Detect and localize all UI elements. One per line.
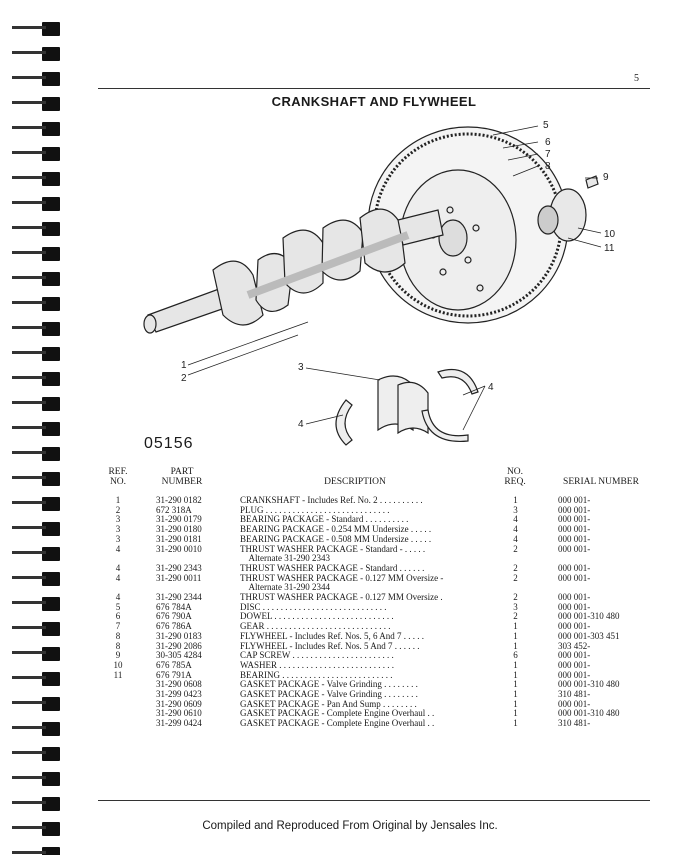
cell-part: 676 790A — [156, 611, 192, 622]
cell-serial: 000 001- — [558, 572, 591, 583]
page-number: 5 — [634, 73, 639, 84]
cell-desc: GASKET PACKAGE - Valve Grinding . . . . . . . . — [240, 680, 418, 690]
cell-serial: 310 481- — [558, 718, 591, 729]
cell-serial: 000 001- — [558, 524, 591, 535]
callout-3: 3 — [298, 362, 304, 373]
cell-serial: 000 001-310 480 — [558, 679, 620, 690]
cell-part: 31-290 0010 — [156, 543, 202, 554]
binding-wire — [12, 351, 46, 354]
cell-req: 4 — [513, 514, 518, 525]
table-row — [98, 545, 658, 555]
bottom-rule — [98, 800, 650, 801]
binding-wire — [12, 376, 46, 379]
cell-ref: 4 — [115, 572, 121, 583]
binding-wire — [12, 226, 46, 229]
cell-desc: BEARING . . . . . . . . . . . . . . . . . . . . . . . . . — [240, 670, 393, 680]
binding-wire — [12, 751, 46, 754]
binding-wire — [12, 201, 46, 204]
binding-wire — [12, 401, 46, 404]
cell-ref: 3 — [115, 533, 121, 544]
cell-req: 1 — [513, 621, 518, 632]
cell-req: 4 — [513, 524, 518, 535]
cell-ref: 3 — [115, 524, 121, 535]
cell-part: 31-299 0424 — [156, 718, 202, 729]
callout-9: 9 — [603, 172, 609, 183]
cell-desc: WASHER . . . . . . . . . . . . . . . . . . . . . . . . . . — [240, 660, 395, 670]
cell-desc: Alternate 31-290 2344 — [240, 583, 330, 593]
cell-serial: 000 001-310 480 — [558, 611, 620, 622]
cell-desc: CRANKSHAFT - Includes Ref. No. 2 . . . . . . . . . . — [240, 496, 423, 505]
cell-req: 2 — [513, 572, 518, 583]
cell-desc: DOWEL . . . . . . . . . . . . . . . . . . . . . . . . . . . — [240, 612, 394, 622]
cell-desc: GASKET PACKAGE - Valve Grinding . . . . . . . . — [240, 690, 418, 699]
cell-part: 31-290 0610 — [156, 708, 202, 719]
cell-req: 1 — [513, 718, 518, 729]
cell-req: 1 — [513, 708, 518, 719]
cell-ref: 3 — [115, 514, 121, 525]
header-desc: DESCRIPTION — [324, 477, 386, 487]
binding-wire — [12, 26, 46, 29]
binding-wire — [12, 476, 46, 479]
cell-desc: GASKET PACKAGE - Complete Engine Overhaul . . — [240, 719, 435, 729]
cell-ref: 5 — [115, 601, 121, 612]
cell-req: 1 — [513, 679, 518, 690]
callout-11: 11 — [604, 243, 615, 254]
cell-desc: FLYWHEEL - Includes Ref. Nos. 5 And 7 . . . . . . — [240, 641, 420, 651]
top-rule — [98, 88, 650, 89]
cell-desc: GASKET PACKAGE - Pan And Sump . . . . . . . . — [240, 699, 417, 709]
binding-wire — [12, 726, 46, 729]
header-part-line2: NUMBER — [161, 477, 203, 487]
header-part — [152, 467, 212, 487]
binding-wire — [12, 526, 46, 529]
cell-serial: 000 001- — [558, 504, 591, 515]
cell-part: 30-305 4284 — [156, 650, 202, 661]
cell-req: 1 — [513, 669, 518, 680]
cell-serial: 000 001- — [558, 514, 591, 525]
cell-req: 4 — [513, 533, 518, 544]
cell-desc: PLUG . . . . . . . . . . . . . . . . . . . . . . . . . . . . — [240, 505, 390, 515]
cell-ref: 7 — [115, 621, 121, 632]
cell-desc: GEAR . . . . . . . . . . . . . . . . . . . . . . . . . . . . — [240, 622, 391, 632]
cell-serial: 000 001-303 451 — [558, 630, 620, 641]
cell-desc: BEARING PACKAGE - 0.254 MM Undersize . . . . . — [240, 525, 432, 535]
cell-part: 676 786A — [156, 621, 192, 632]
header-ref-line1: REF. — [108, 467, 128, 477]
binding-wire — [12, 126, 46, 129]
cell-ref: 1 — [115, 495, 121, 505]
cell-ref: 4 — [115, 592, 121, 602]
page-title: CRANKSHAFT AND FLYWHEEL — [271, 94, 477, 109]
binding-wire — [12, 701, 46, 704]
cell-req: 2 — [513, 611, 518, 622]
cell-desc: BEARING PACKAGE - Standard . . . . . . . . . . — [240, 515, 409, 525]
callout-8: 8 — [545, 161, 551, 172]
cell-part: 31-290 0180 — [156, 524, 202, 535]
header-part-line1: PART — [170, 467, 194, 477]
callout-4-left: 4 — [298, 419, 304, 430]
cell-part: 672 318A — [156, 504, 192, 515]
cell-req: 2 — [513, 543, 518, 554]
binding-wire — [12, 51, 46, 54]
page-footer: Compiled and Reproduced From Original by Jensales Inc. — [202, 820, 498, 832]
cell-ref: 9 — [115, 650, 121, 661]
bearing-shells-drawing — [336, 370, 478, 446]
cell-serial: 000 001- — [558, 669, 591, 680]
cell-ref: 8 — [115, 640, 121, 651]
cell-part: 31-290 0608 — [156, 679, 202, 690]
header-ref-line2: NO. — [109, 477, 127, 487]
header-serial: SERIAL NUMBER — [563, 477, 639, 487]
binding-wire — [12, 851, 46, 854]
cell-serial: 000 001- — [558, 562, 591, 573]
cell-part: 676 791A — [156, 669, 192, 680]
cell-part: 676 784A — [156, 601, 192, 612]
cell-req: 1 — [513, 640, 518, 651]
callout-5: 5 — [543, 120, 549, 131]
cell-desc: FLYWHEEL - Includes Ref. Nos. 5, 6 And 7 . . . . . — [240, 631, 424, 641]
cell-req: 2 — [513, 562, 518, 573]
binding-wire — [12, 151, 46, 154]
cell-ref: 2 — [115, 504, 121, 515]
cell-part: 31-290 2343 — [156, 562, 202, 573]
figure-number: 05156 — [144, 435, 194, 452]
cell-serial: 000 001- — [558, 621, 591, 632]
callout-10: 10 — [604, 229, 616, 240]
cell-part: 31-299 0423 — [156, 689, 202, 699]
crankshaft-flywheel-illustration — [98, 110, 650, 465]
cell-part: 31-290 0609 — [156, 698, 202, 709]
header-req — [500, 467, 530, 487]
callout-6: 6 — [545, 137, 551, 148]
cell-part: 31-290 0181 — [156, 533, 202, 544]
binding-wire — [12, 426, 46, 429]
callout-2: 2 — [181, 373, 187, 384]
cell-ref: 6 — [115, 611, 121, 622]
cell-req: 1 — [513, 495, 518, 505]
spiral-binding — [0, 0, 80, 855]
cell-ref: 8 — [115, 630, 121, 641]
cell-desc: Alternate 31-290 2343 — [240, 554, 330, 564]
binding-wire — [12, 101, 46, 104]
binding-wire — [12, 451, 46, 454]
binding-wire — [12, 651, 46, 654]
cell-desc: GASKET PACKAGE - Complete Engine Overhaul . . — [240, 709, 435, 719]
binding-wire — [12, 276, 46, 279]
cell-ref: 4 — [115, 543, 121, 554]
cell-serial: 000 001- — [558, 650, 591, 661]
cell-req: 3 — [513, 601, 518, 612]
cell-desc: THRUST WASHER PACKAGE - 0.127 MM Oversize . — [240, 593, 443, 602]
cell-desc: THRUST WASHER PACKAGE - 0.127 MM Oversize - — [240, 573, 444, 583]
cell-req: 1 — [513, 689, 518, 699]
cell-req: 2 — [513, 592, 518, 602]
callout-4-right: 4 — [488, 382, 494, 393]
cell-req: 6 — [513, 650, 518, 661]
cell-part: 31-290 0183 — [156, 630, 202, 641]
cell-serial: 000 001- — [558, 533, 591, 544]
cell-ref: 4 — [115, 562, 121, 573]
cell-part: 31-290 2086 — [156, 640, 202, 651]
binding-wire — [12, 601, 46, 604]
binding-wire — [12, 626, 46, 629]
cell-serial: 000 001-310 480 — [558, 708, 620, 719]
cell-req: 1 — [513, 659, 518, 670]
table-row — [98, 574, 658, 584]
cell-desc: THRUST WASHER PACKAGE - Standard - . . . . . — [240, 544, 426, 554]
cell-part: 676 785A — [156, 659, 192, 670]
binding-wire — [12, 176, 46, 179]
cell-part: 31-290 0182 — [156, 495, 202, 505]
header-ref — [98, 467, 138, 487]
cell-part: 31-290 2344 — [156, 592, 202, 602]
cell-req: 3 — [513, 504, 518, 515]
cell-desc: BEARING PACKAGE - 0.508 MM Undersize . . . . . — [240, 534, 432, 544]
cell-desc: CAP SCREW . . . . . . . . . . . . . . . . . . . . . . . — [240, 651, 394, 661]
cell-serial: 000 001- — [558, 601, 591, 612]
callout-1: 1 — [181, 360, 187, 371]
cell-serial: 000 001- — [558, 698, 591, 709]
cell-req: 1 — [513, 630, 518, 641]
cell-serial: 000 001- — [558, 592, 591, 602]
cell-ref: 10 — [113, 659, 123, 670]
binding-wire — [12, 76, 46, 79]
binding-wire — [12, 501, 46, 504]
cell-part: 31-290 0011 — [156, 572, 202, 583]
cell-ref: 11 — [113, 669, 123, 680]
header-req-line2: REQ. — [504, 477, 526, 487]
binding-wire — [12, 251, 46, 254]
binding-wire — [12, 801, 46, 804]
cell-serial: 000 001- — [558, 495, 591, 505]
cell-serial: 310 481- — [558, 689, 591, 699]
cell-desc: THRUST WASHER PACKAGE - Standard . . . . . . — [240, 563, 425, 573]
binding-wire — [12, 551, 46, 554]
table-row — [98, 719, 658, 729]
header-req-line1: NO. — [506, 467, 524, 477]
cell-serial: 000 001- — [558, 543, 591, 554]
binding-wire — [12, 676, 46, 679]
binding-wire — [12, 326, 46, 329]
cell-serial: 000 001- — [558, 659, 591, 670]
binding-wire — [12, 776, 46, 779]
cell-serial: 303 452- — [558, 640, 591, 651]
binding-wire — [12, 576, 46, 579]
cell-desc: DISC . . . . . . . . . . . . . . . . . . . . . . . . . . . . — [240, 602, 387, 612]
cell-req: 1 — [513, 698, 518, 709]
binding-wire — [12, 301, 46, 304]
callout-7: 7 — [545, 149, 551, 160]
cell-part: 31-290 0179 — [156, 514, 202, 525]
